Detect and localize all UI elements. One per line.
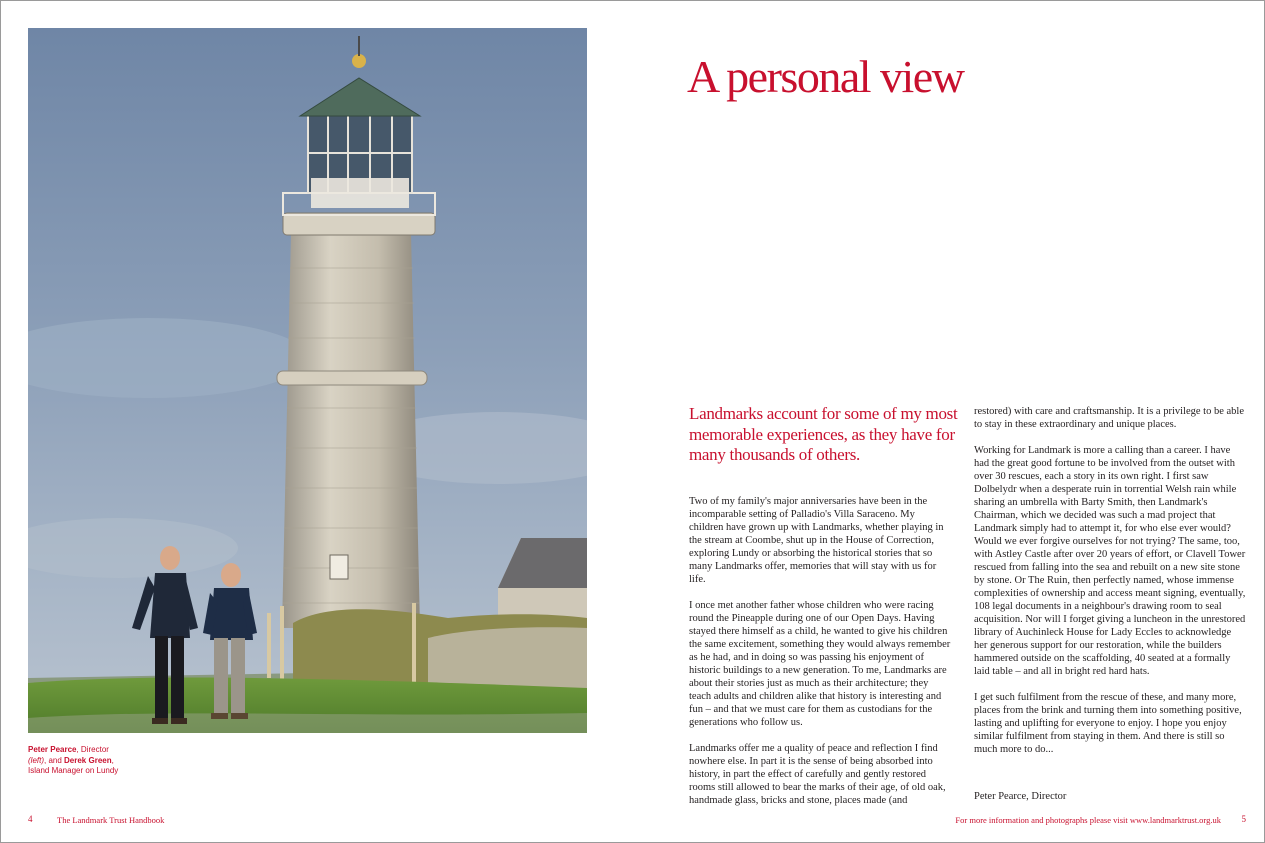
intro-paragraph: Landmarks account for some of my most memorable experiences, as they have for many thousands of others. xyxy=(689,404,958,464)
paragraph: I once met another father whose children who were racing round the Pineapple during one of our Open Days. Having stayed there himself as a child, he wanted to give his children the same excitement, something they would always remember as he had, and in doing so was passing his enjoyment of historic buildings to a new generation. To me, Landmarks are about their stories just as much as their architecture; they teach adults and children alike that history is interesting and fun – and that we must care for them as custodians for the generations who follow us. xyxy=(689,600,951,728)
caption-name-1: Peter Pearce xyxy=(28,745,77,754)
caption-role-2-line: Island Manager on Lundy xyxy=(28,766,119,775)
caption-role-1: , Director xyxy=(76,745,109,754)
lighthouse-photo xyxy=(28,28,587,733)
signature: Peter Pearce, Director xyxy=(974,791,1067,802)
lighthouse-photo-illustration xyxy=(28,28,587,733)
paragraph: restored) with care and craftsmanship. It is a privilege to be able to stay in these extraordinary and unique places. xyxy=(974,406,1244,430)
website-info[interactable]: For more information and photographs please visit www.landmarktrust.org.uk xyxy=(955,815,1221,825)
photo-caption xyxy=(28,745,128,777)
paragraph: Two of my family's major anniversaries have been in the incomparable setting of Palladio's Villa Saraceno. My children have grown up with Landmarks, whether playing in the stream at Coombe, shut up in the House of Correction, exploring Lundy or absorbing the historical stories that so many Landmarks offer, memories that will stay with us for life. xyxy=(689,496,944,585)
book-title: The Landmark Trust Handbook xyxy=(57,815,165,825)
caption-name-2: Derek Green xyxy=(64,755,112,765)
paragraph: Landmarks offer me a quality of peace and reflection I find nowhere else. In part it is the sense of being absorbed into history, in part the effect of carefully and gently restored rooms still allowed to bear the marks of their age, of old oak, handmade glass, bricks and stone, places made (and xyxy=(689,743,946,806)
caption-and: , and xyxy=(44,755,65,765)
caption-left-note: (left) xyxy=(28,755,44,765)
body-column-1 xyxy=(689,495,951,820)
page-number-right: 5 xyxy=(1241,814,1246,824)
body-column-2 xyxy=(974,405,1246,769)
page-title: A personal view xyxy=(687,50,964,102)
paragraph: I get such fulfilment from the rescue of these, and many more, places from the brink and turning them into something positive, lasting and uplifting for everyone to enjoy. I hope you enjoy similar fulfilment from staying in them. And there is still so much more to do... xyxy=(974,692,1242,755)
caption-role-2: , xyxy=(111,755,114,765)
paragraph: Working for Landmark is more a calling than a career. I have had the great good fortune to be involved from the outset with over 30 rescues, each a story in its own right. I first saw Dolbelydr when a desperate ruin in torrential Welsh rain while sharing an umbrella with Barty Smith, then Landmark's Chairman, which we decided was such a mad project that Landmark simply had to attempt it, for who else ever would? Would we ever forgive ourselves for not trying? The same, too, with Astley Castle after over 20 years of effort, or Clavell Tower rescued from falling into the sea and rebuilt on a new site stone by stone. Or The Ruin, then perfectly named, whose immense complexities of ownership and access meant signing, eventually, 108 legal documents in a neighbour's drawing room to seal acquisition. Nor will I forget giving a luncheon in the unrestored library of Auchinleck House for Lady Eccles to acknowledge her generous support for our restoration, while the builders hammered outside on the scaffolding, 40 seated at a formally laid table – and all in bright red hard hats. xyxy=(974,445,1246,677)
page-number-left: 4 xyxy=(28,814,33,824)
